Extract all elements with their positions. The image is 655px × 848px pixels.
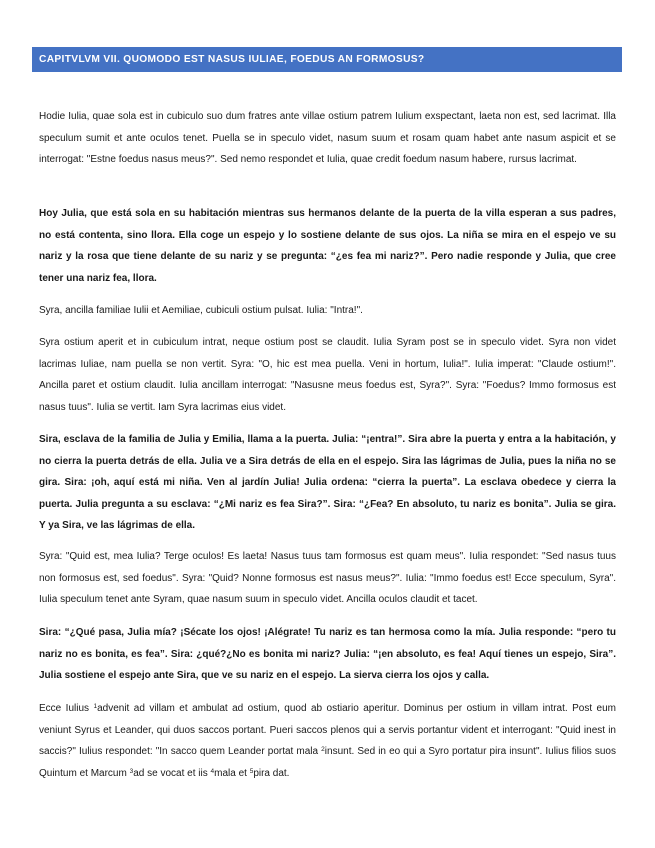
text-segment: ad se vocat et iis [133,767,211,779]
paragraph-latin-3: Syra ostium aperit et in cubiculum intrat, neque ostium post se claudit. Iulia Syram post se in speculo videt. Syra non videt lacrimas Iuliae, nam puella se non vertit. Syra: "O, hic est mea puella. Veni in hortum, Iulia!". Iulia imperat: "Claude ostium!". Ancilla paret et ostium claudit. Iulia ancillam interrogat: "Nasusne meus foedus est, Syra?". Syra: "Foedus? Immo formosus est nasus tuus". Iulia se vertit. Iam Syra lacrimas eius videt. [39,337,616,413]
text-segment: insunt. Sed in eo qui a Syro portatur pira insunt". Iulius filios suos Quintum et Marcum [39,746,616,779]
paragraph-latin-1: Hodie Iulia, quae sola est in cubiculo suo dum fratres ante villae ostium patrem Iulium exspectant, laeta non est, sed lacrimat. Illa speculum sumit et ante oculos tenet. Puella se in speculo videt, nasum suum et rosam quam habet ante nasum aspicit et se interrogat: "Estne foedus nasus meus?". Sed nemo respondet et Iulia, quae credit foedum nasum habere, rursus lacrimat. [39,111,616,166]
text-segment: pira dat. [253,767,290,779]
paragraph-spanish-1: Hoy Julia, que está sola en su habitación mientras sus hermanos delante de la puerta de la villa esperan a sus padres, no está contenta, sino llora. Ella coge un espejo y lo sostiene delante de sus ojos. La niña se mira en el espejo ve su nariz y la rosa que tiene delante de su nariz y se pregunta: “¿es fea mi nariz?”. Pero nadie responde y Julia, que cree tener una nariz fea, llora. [39,208,616,284]
paragraph-spanish-2: Sira, esclava de la familia de Julia y Emilia, llama a la puerta. Julia: “¡entra!”. Sira abre la puerta y entra a la habitación, y no cierra la puerta detrás de ella. Julia ve a Sira detrás de ella en el espejo. Sira las lágrimas de Julia, pues la niña no se gira. Sira: ¡oh, aquí está mi niña. Ven al jardín Julia! Julia ordena: “cierra la puerta”. La esclava obedece y cierra la puerta. Julia pregunta a su esclava: “¿Mi nariz es fea Sira?”. Sira: “¿Fea? En absoluto, tu nariz es bonita”. Julia se gira. Y ya Sira, ve las lágrimas de ella. [39,434,616,532]
paragraph-latin-4: Syra: "Quid est, mea Iulia? Terge oculos! Es laeta! Nasus tuus tam formosus est quam meus". Iulia respondet: "Sed nasus tuus non formosus est, sed foedus". Syra: "Quid? Nonne formosus est nasus meus?". Iulia: "Immo foedus est! Ecce speculum, Syra". Iulia speculum tenet ante Syram, quae nasum suum in speculo videt. Ancilla oculos claudit et tacet. [39,551,616,606]
paragraph-latin-2: Syra, ancilla familiae Iulii et Aemiliae, cubiculi ostium pulsat. Iulia: "Intra!". [39,305,363,316]
footnote-marker-4: 4 [210,767,215,775]
chapter-heading: CAPITVLVM VII. QUOMODO EST NASUS IULIAE, FOEDUS AN FORMOSUS? [32,47,622,72]
footnote-marker-2: 2 [321,746,325,754]
text-segment: advenit ad villam et ambulat ad ostium, quod ab ostiario aperitur. Dominus per ostium in villam intrat. Post eum veniunt Syrus et Leander, qui duos saccos portant. Pueri saccos plenos qui a servis portantur vident et interrogant: "Quid inest in saccis?" Iulius respondet: "In sacco quem Leander portat mala [39,703,616,758]
text-segment: Ecce Iulius [39,703,94,714]
footnote-marker-1: 1 [93,703,98,710]
text-segment: mala et [214,767,250,779]
footnote-marker-3: 3 [129,767,134,775]
paragraph-latin-5 [39,698,616,784]
paragraph-spanish-3: Sira: “¿Qué pasa, Julia mía? ¡Sécate los ojos! ¡Alégrate! Tu nariz es tan hermosa como la mía. Julia responde: “pero tu nariz no es bonita, es fea”. Sira: ¿qué?¿No es bonita mi nariz? Julia: “¡en absoluto, es fea! Aquí tienes un espejo, Sira”. Julia sostiene el espejo ante Sira, que ve su nariz en el espejo. La sierva cierra los ojos y calla. [39,627,616,682]
footnote-marker-5: 5 [249,767,254,775]
